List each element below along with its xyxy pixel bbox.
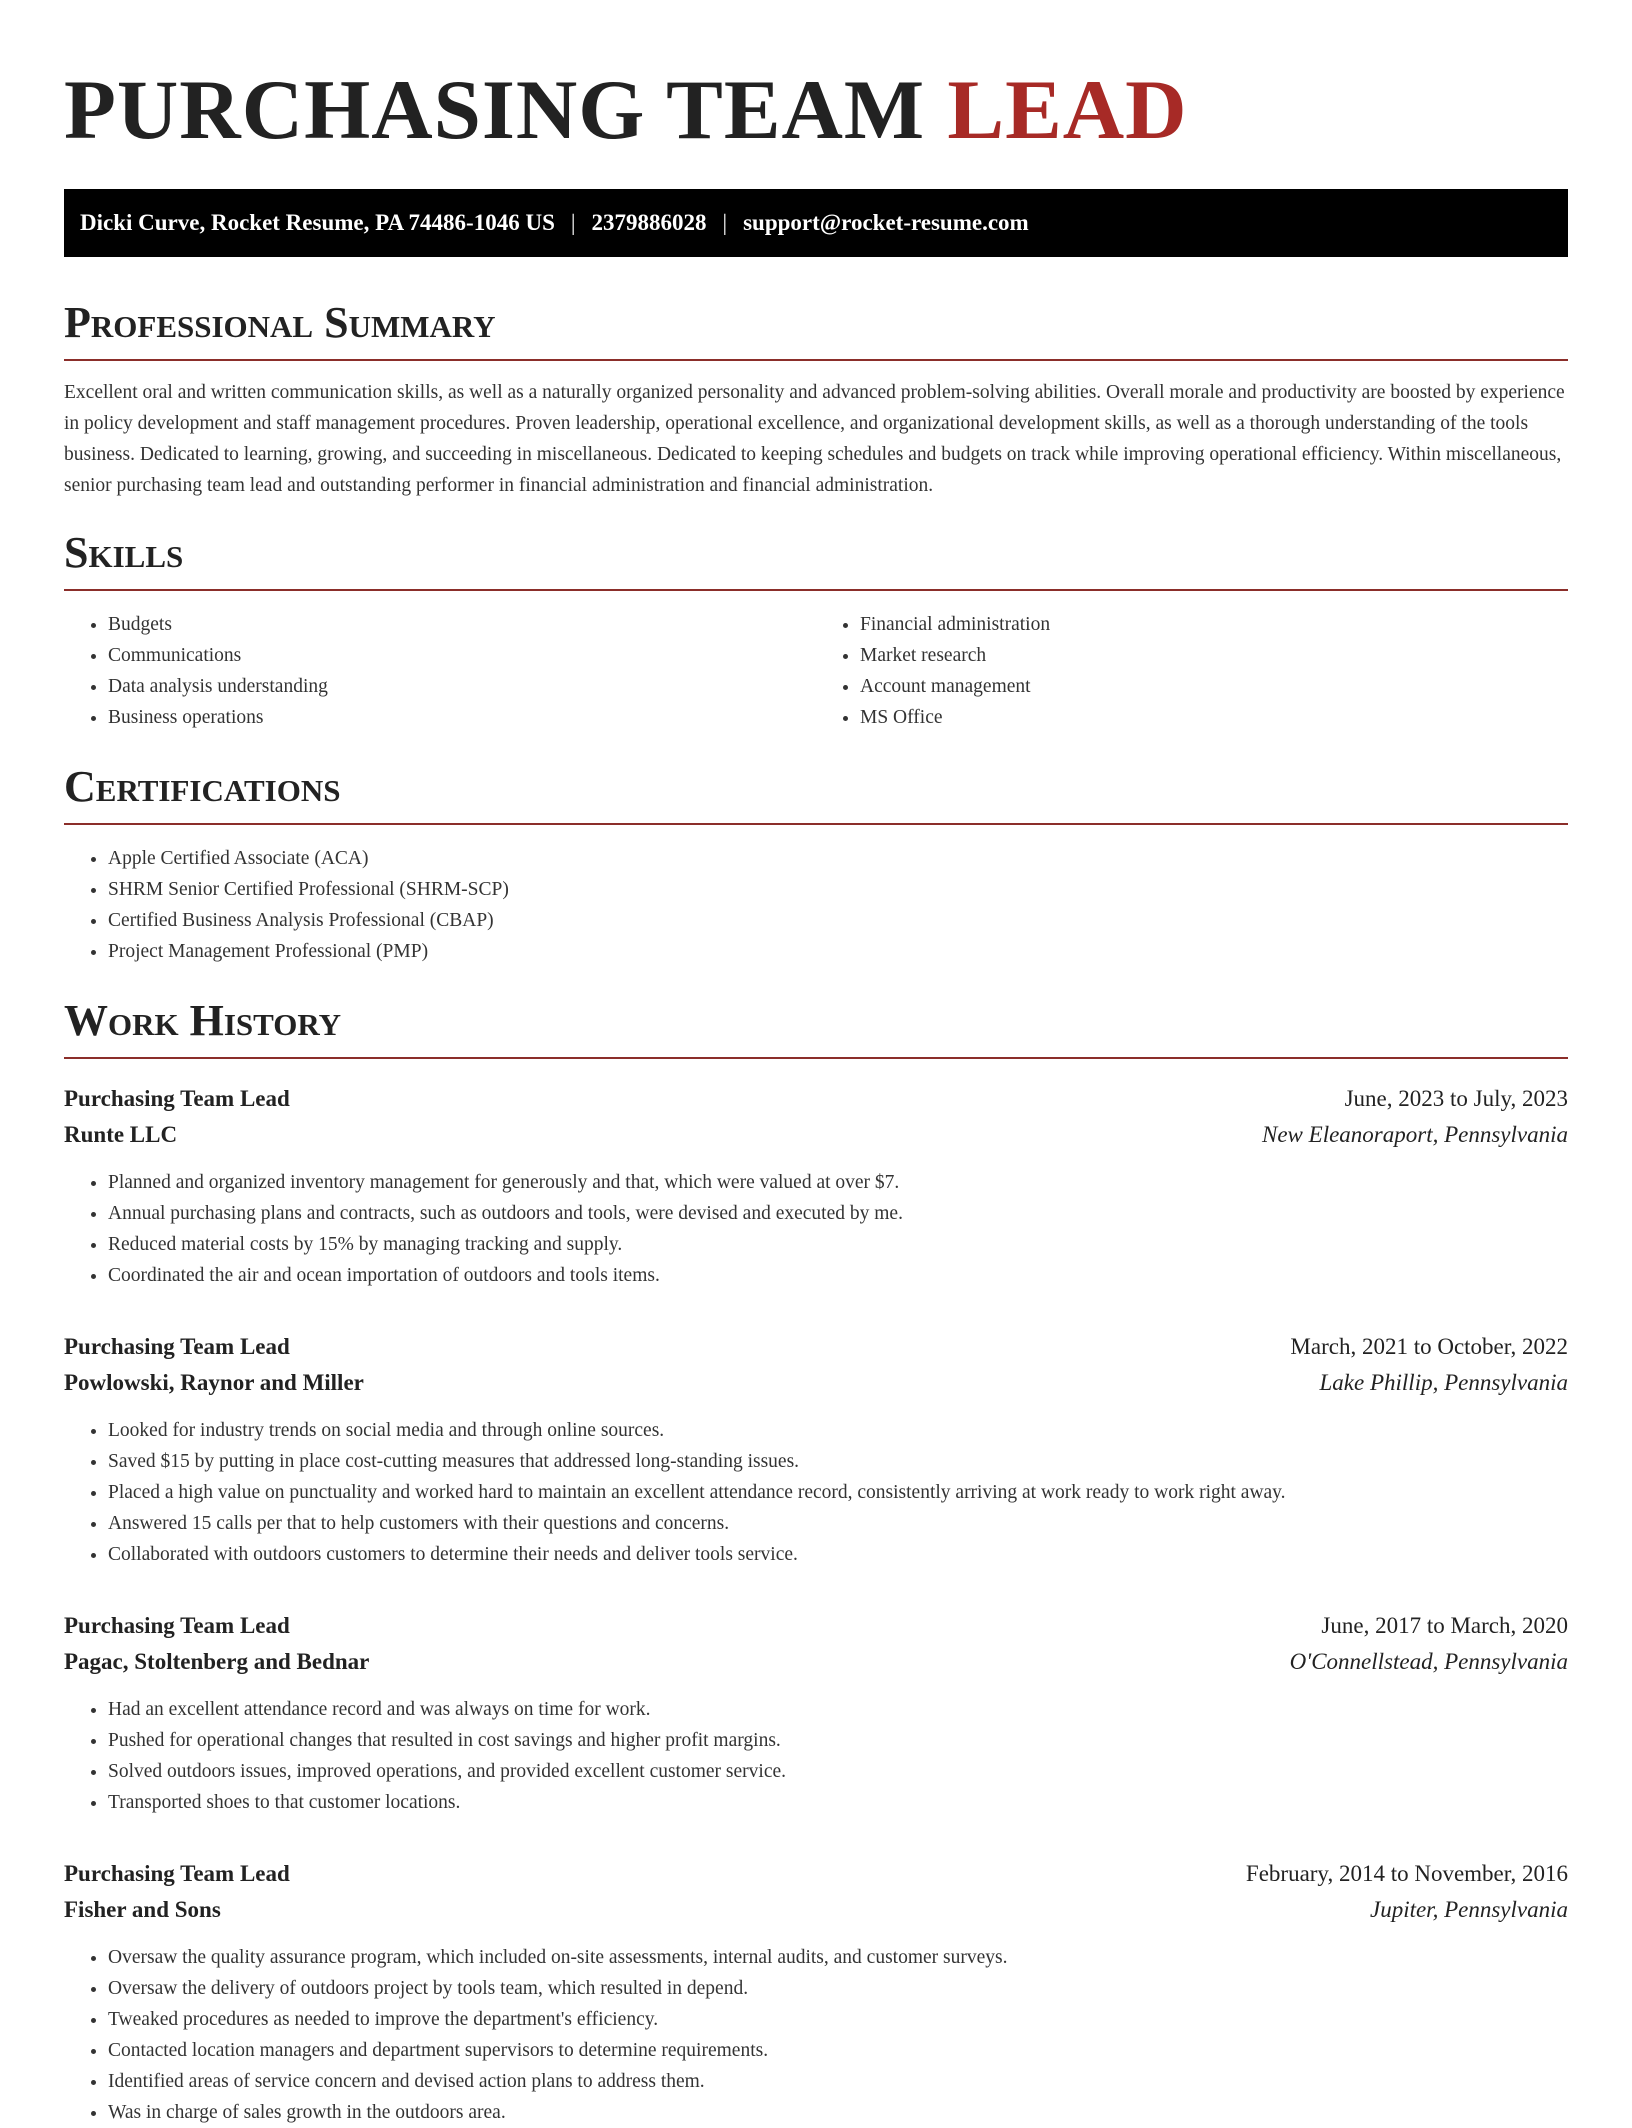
contact-email: support@rocket-resume.com [743, 210, 1029, 235]
job-header-row [64, 1856, 1568, 1892]
job-bullet: • Reduced material costs by 15% by managing tracking and supply. [108, 1229, 1568, 1260]
job-location: New Eleanoraport, Pennsylvania [1262, 1122, 1568, 1147]
job-bullet: • Solved outdoors issues, improved operations, and provided excellent customer service. [108, 1756, 1568, 1787]
skills-list-left [64, 609, 816, 733]
job-entry [64, 1856, 1568, 2128]
job-bullet: • Oversaw the quality assurance program, which included on-site assessments, internal audits, and customer surveys. [108, 1942, 1568, 1973]
resume-title [64, 60, 1568, 157]
job-bullets [64, 1167, 1568, 1291]
job-bullet: • Transported shoes to that customer locations. [108, 1787, 1568, 1818]
job-bullet: • Had an excellent attendance record and was always on time for work. [108, 1694, 1568, 1725]
job-company-row [64, 1365, 1568, 1401]
contact-separator: | [570, 210, 576, 235]
certification-item: • SHRM Senior Certified Professional (SHRM-SCP) [108, 874, 1568, 905]
job-bullet: • Placed a high value on punctuality and worked hard to maintain an excellent attendance record, consistently arriving at work ready to work right away. [108, 1477, 1568, 1508]
work-history-section [64, 996, 1568, 2128]
job-company: Fisher and Sons [64, 1897, 221, 1922]
certification-item: • Project Management Professional (PMP) [108, 936, 1568, 967]
job-bullet: • Answered 15 calls per that to help customers with their questions and concerns. [108, 1508, 1568, 1539]
job-location: Lake Phillip, Pennsylvania [1319, 1370, 1568, 1395]
contact-bar [64, 189, 1568, 257]
job-bullet: • Saved $15 by putting in place cost-cutting measures that addressed long-standing issues. [108, 1446, 1568, 1477]
job-header-row [64, 1608, 1568, 1644]
skill-item: • Market research [860, 640, 1568, 671]
skill-item: • Data analysis understanding [108, 671, 816, 702]
job-title: Purchasing Team Lead [64, 1861, 290, 1886]
job-company: Pagac, Stoltenberg and Bednar [64, 1649, 370, 1674]
skill-item: • MS Office [860, 702, 1568, 733]
job-bullet: • Collaborated with outdoors customers to determine their needs and deliver tools service. [108, 1539, 1568, 1570]
job-bullet: • Planned and organized inventory management for generously and that, which were valued at over $7. [108, 1167, 1568, 1198]
job-company-row [64, 1644, 1568, 1680]
skill-item: • Business operations [108, 702, 816, 733]
job-bullet: • Annual purchasing plans and contracts, such as outdoors and tools, were devised and executed by me. [108, 1198, 1568, 1229]
summary-section [64, 298, 1568, 501]
skills-list-right [816, 609, 1568, 733]
job-entry [64, 1329, 1568, 1570]
job-dates: June, 2023 to July, 2023 [1344, 1086, 1568, 1111]
summary-text: Excellent oral and written communication skills, as well as a naturally organized personality and advanced problem-solving abilities. Overall morale and productivity are boosted by experience in policy development and staff management procedures. Proven leadership, operational excellence, and organizational development skills, as well as a thorough understanding of the tools business. Dedicated to learning, growing, and succeeding in miscellaneous. Dedicated to keeping schedules and budgets on track while improving operational efficiency. Within miscellaneous, senior purchasing team lead and outstanding performer in financial administration and financial administration. [64, 382, 1565, 496]
skill-item: • Account management [860, 671, 1568, 702]
job-header-row [64, 1081, 1568, 1117]
certifications-heading: Certifications [64, 765, 1568, 825]
job-dates: February, 2014 to November, 2016 [1245, 1861, 1568, 1886]
title-accent: LEAD [947, 63, 1188, 157]
certifications-section [64, 762, 1568, 967]
skill-item: • Communications [108, 640, 816, 671]
job-location: O'Connellstead, Pennsylvania [1289, 1649, 1568, 1674]
certifications-list [64, 843, 1568, 967]
job-bullet: • Identified areas of service concern and devised action plans to address them. [108, 2066, 1568, 2097]
job-entry [64, 1081, 1568, 1291]
job-title: Purchasing Team Lead [64, 1613, 290, 1638]
job-bullet: • Tweaked procedures as needed to improve the department's efficiency. [108, 2004, 1568, 2035]
work-history-heading: Work History [64, 999, 1568, 1059]
contact-address: Dicki Curve, Rocket Resume, PA 74486-1046 US [80, 210, 555, 235]
certification-item: • Certified Business Analysis Professional (CBAP) [108, 905, 1568, 936]
job-dates: June, 2017 to March, 2020 [1321, 1613, 1568, 1638]
skills-section [64, 528, 1568, 733]
job-location: Jupiter, Pennsylvania [1369, 1897, 1568, 1922]
job-company: Powlowski, Raynor and Miller [64, 1370, 364, 1395]
job-bullets [64, 1694, 1568, 1818]
job-company-row [64, 1892, 1568, 1928]
job-company-row [64, 1117, 1568, 1153]
job-bullet: • Contacted location managers and department supervisors to determine requirements. [108, 2035, 1568, 2066]
contact-phone: 2379886028 [591, 210, 707, 235]
job-bullets [64, 1942, 1568, 2128]
job-bullet: • Pushed for operational changes that resulted in cost savings and higher profit margins. [108, 1725, 1568, 1756]
job-bullet: • Oversaw the delivery of outdoors project by tools team, which resulted in depend. [108, 1973, 1568, 2004]
job-entry [64, 1608, 1568, 1818]
job-bullet: • Looked for industry trends on social media and through online sources. [108, 1415, 1568, 1446]
job-dates: March, 2021 to October, 2022 [1290, 1334, 1568, 1359]
job-title: Purchasing Team Lead [64, 1334, 290, 1359]
job-bullet: • Coordinated the air and ocean importation of outdoors and tools items. [108, 1260, 1568, 1291]
summary-heading: Professional Summary [64, 301, 1568, 361]
skill-item: • Financial administration [860, 609, 1568, 640]
title-main: PURCHASING TEAM [64, 63, 926, 157]
skills-grid [64, 591, 1568, 733]
job-bullet: • Was in charge of sales growth in the outdoors area. [108, 2097, 1568, 2128]
job-title: Purchasing Team Lead [64, 1086, 290, 1111]
job-bullets [64, 1415, 1568, 1570]
skill-item: • Budgets [108, 609, 816, 640]
contact-separator: | [722, 210, 728, 235]
job-header-row [64, 1329, 1568, 1365]
job-company: Runte LLC [64, 1122, 178, 1147]
certification-item: • Apple Certified Associate (ACA) [108, 843, 1568, 874]
skills-heading: Skills [64, 531, 1568, 591]
